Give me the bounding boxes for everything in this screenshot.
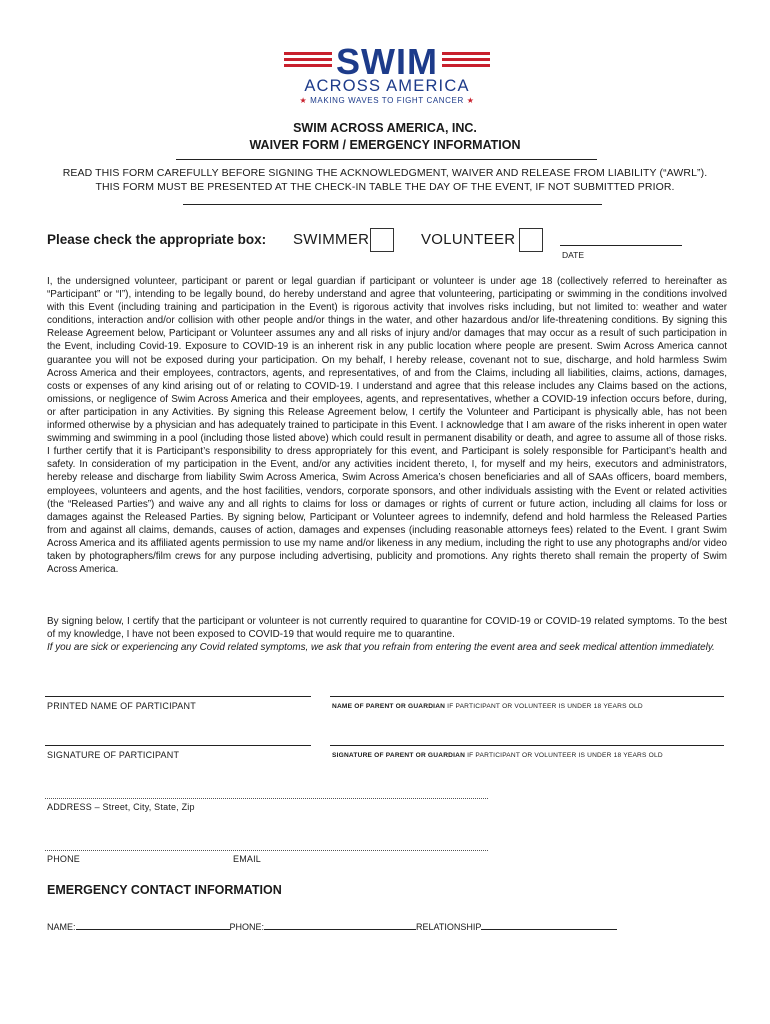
signature-field[interactable] <box>45 745 311 746</box>
notice-line-2: THIS FORM MUST BE PRESENTED AT THE CHECK-IN TABLE THE DAY OF THE EVENT, IF NOT SUBMITTED PRIOR. <box>95 181 675 193</box>
email-label: EMAIL <box>233 854 262 864</box>
date-label: DATE <box>562 250 585 260</box>
address-field[interactable] <box>45 798 488 799</box>
covid-notice: If you are sick or experiencing any Covid related symptoms, we ask that you refrain from entering the event area and seek medical attention immediately. <box>47 642 715 654</box>
waiver-paragraph-1: I, the undersigned volunteer, participant or parent or legal guardian if participant or volunteer is under age 18 (collectively referred to hereinafter as “Participant” or “I”), intending to be legally bound, do hereby understand and agree that volunteering, participating or swimming in the conditions involved with this Event (including training and participation in the Event) is rigorous activity that involves risks including, but not limited to: weather and water conditions, interaction and/or collision with other people and/or things in the water, and other hazardous and/or life-threatening conditions. By signing this Release Agreement below, Participant or Volunteer assumes any and all risks of injury and/or damages that may occur as a result of such participation in the Event, including Covid-19. Exposure to COVID-19 is an inherent risk in any public location where people are present. Swim Across America cannot guarantee you will not be exposed during your participation. On my behalf, I hereby release, covenant not to sue, discharge, and hold harmless Swim Across America and their employees, contractors, agents, and representatives, of and from the Claims, including all liabilities, claims, actions, damages, costs or expenses of any kind arising out of or relating to COVID-19. I understand and agree that this release includes any Claims based on the actions, omissions, or negligence of Swim Across America and their employees, agents, and representatives, whether a COVID-19 infection occurs before, during, or after participation in any Activities. By signing this Release Agreement below, I certify the Volunteer and Participant is physically able, has not been informed otherwise by a physician and has adequately trained to participate in this Event. I acknowledge that I am aware of the risks inherent in open water swimming and swimming in a pool (including those listed above) which could result in permanent disability or death, and agree to assume all of those risks. I further certify that it is Participant’s responsibility to dress appropriately for this event, and Participant is solely responsible for Participant’s health and safety. In consideration of my participation in the Event, and/or any activities incident thereto, I, for myself and my heirs, executors and administrators, hereby release and discharge from liability Swim Across America, Swim Across America’s chosen beneficiaries and all of SAAs officers, board members, employees, volunteers and agents, and the host facilities, vendors, corporate sponsors, and other individuals assisting with the Event or related activities (the “Released Parties”) and waive any and all rights to claims for loss or damages or rights of current or future action, including all claims for loss or damages against the Released Parties. By signing below, Participant or Volunteer agrees to indemnify, defend and hold harmless the Released Parties from and against all claims, demands, causes of action, damages and expenses (including reasonable attorneys fees) related to the Event. I grant Swim Across America and its affiliated agents permission to use my name and/or likeness in any medium, including the right to use any photographs and/or video taken by photographers/film crews for any purpose including advertising, publicity and promotions. Any rights thereto shall remain the property of Swim Across America. <box>47 276 727 576</box>
phone-label: PHONE <box>47 854 81 864</box>
star-icon: ★ <box>299 96 308 105</box>
emergency-phone-field[interactable] <box>264 920 416 930</box>
parent-name-label: NAME OF PARENT OR GUARDIAN IF PARTICIPANT OR VOLUNTEER IS UNDER 18 YEARS OLD <box>332 703 643 710</box>
phone-email-field[interactable] <box>45 850 488 851</box>
logo-tagline: MAKING WAVES TO FIGHT CANCER <box>310 96 464 105</box>
emergency-relationship-field[interactable] <box>481 920 617 930</box>
emergency-phone-label: PHONE: <box>229 922 265 932</box>
waiver-paragraph-2: By signing below, I certify that the participant or volunteer is not currently required to quarantine for COVID-19 or COVID-19 related symptoms. To the best of my knowledge, I have not been exposed to COVID-19 that would require me to quarantine. If you are sick or experiencing any Covid related symptoms, we ask that you refrain from entering the event area and seek medical attention immediately. <box>47 616 727 654</box>
divider <box>183 204 602 205</box>
form-title: WAIVER FORM / EMERGENCY INFORMATION <box>249 138 521 152</box>
swimmer-label: SWIMMER <box>293 231 370 248</box>
printed-name-field[interactable] <box>45 696 311 697</box>
org-title: SWIM ACROSS AMERICA, INC. <box>293 121 477 135</box>
emergency-contact-row <box>47 920 617 932</box>
address-label: ADDRESS – Street, City, State, Zip <box>47 802 195 812</box>
swim-across-america-logo <box>284 41 490 108</box>
star-icon: ★ <box>466 96 475 105</box>
volunteer-label: VOLUNTEER <box>421 231 516 248</box>
emergency-heading: EMERGENCY CONTACT INFORMATION <box>47 883 282 897</box>
check-prompt: Please check the appropriate box: <box>47 232 267 247</box>
parent-signature-field[interactable] <box>330 745 724 746</box>
divider <box>176 159 597 160</box>
emergency-name-field[interactable] <box>76 920 230 930</box>
logo-main-text: SWIM <box>332 41 442 82</box>
printed-name-label: PRINTED NAME OF PARTICIPANT <box>47 701 196 711</box>
date-field[interactable] <box>560 245 682 246</box>
emergency-name-label: NAME: <box>47 922 76 932</box>
participant-type-row <box>47 228 727 252</box>
swimmer-checkbox[interactable] <box>370 228 394 252</box>
volunteer-checkbox[interactable] <box>519 228 543 252</box>
parent-name-field[interactable] <box>330 696 724 697</box>
logo-sub-text: ACROSS AMERICA <box>304 77 470 95</box>
notice-line-1: READ THIS FORM CAREFULLY BEFORE SIGNING THE ACKNOWLEDGMENT, WAIVER AND RELEASE FROM LIABILITY (“AWRL”). <box>62 167 708 179</box>
signature-label: SIGNATURE OF PARTICIPANT <box>47 750 180 760</box>
parent-signature-label: SIGNATURE OF PARENT OR GUARDIAN IF PARTICIPANT OR VOLUNTEER IS UNDER 18 YEARS OLD <box>332 752 663 759</box>
emergency-relationship-label: RELATIONSHIP <box>416 922 482 932</box>
